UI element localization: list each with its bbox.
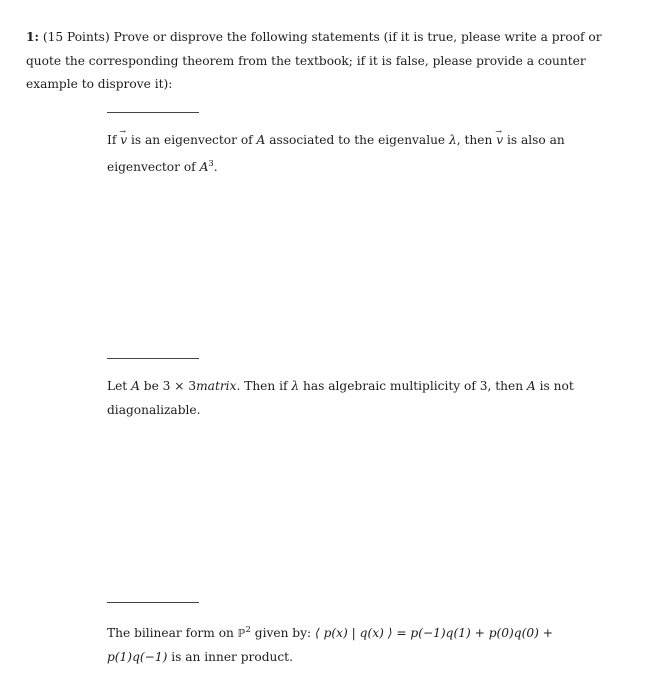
statement-text: If → v is an eigenvector of A associated to the eigenvalue λ, then → v is also an eigenvector of $A^3$.: [107, 129, 587, 179]
statement-1: [107, 112, 587, 179]
polynomial-space: ℙ: [237, 627, 246, 641]
statement-text: Let A be 3 × 3matrix. Then if λ has algebraic multiplicity of 3, then A is not diagonalizable.: [107, 379, 574, 417]
divider-rule: [107, 112, 199, 113]
vector-v: → v: [120, 129, 127, 153]
question-1: [26, 26, 626, 97]
statement-text: The bilinear form on ℙ$^2$ given by: ⟨ p(x) | q(x) ⟩ = p(−1)q(1) + p(0)q(0) + p(1)q(−1) is an inner product.: [107, 625, 553, 664]
question-number: 1:: [26, 30, 39, 44]
inner-product-formula: ⟨ p(x) | q(x) ⟩ = p(−1)q(1) + p(0)q(0) + p(1)q(−1): [107, 626, 553, 664]
divider-rule: [107, 602, 199, 603]
divider-rule: [107, 358, 199, 359]
vector-v: → v: [496, 129, 503, 153]
question-text: (15 Points) Prove or disprove the following statements (if it is true, please write a proof or quote the corresponding theorem from the textbook; if it is false, please provide a counter example to disprove it):: [26, 30, 602, 91]
statement-2: [107, 358, 587, 422]
statement-3: [107, 602, 587, 669]
